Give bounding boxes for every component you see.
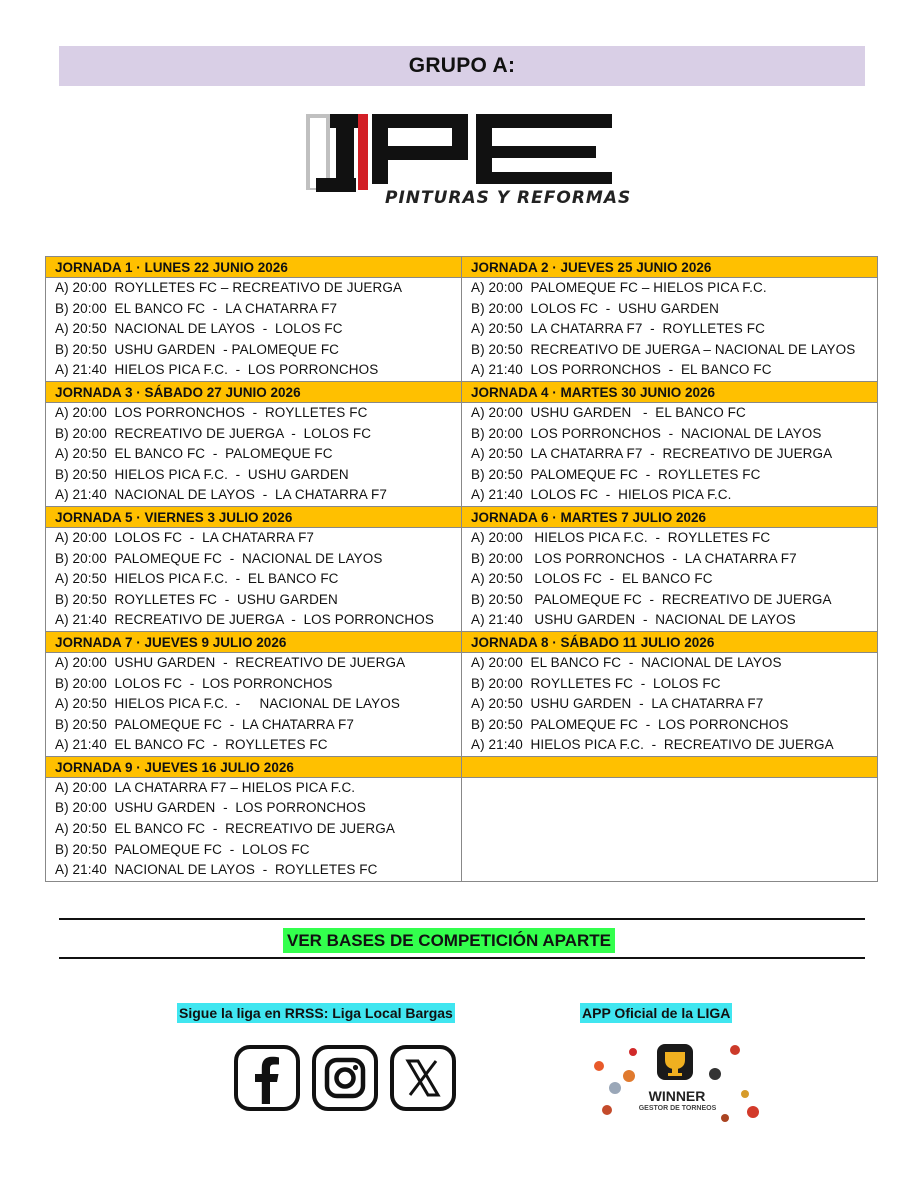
match-line: A) 20:00 LOLOS FC - LA CHATARRA F7	[55, 529, 315, 545]
match-line: B) 20:50 USHU GARDEN - PALOMEQUE FC	[55, 341, 340, 357]
jornada-cell	[46, 257, 462, 382]
winner-app-logo[interactable]	[585, 1030, 765, 1130]
match-line: A) 20:00 ROYLLETES FC – RECREATIVO DE JUERGA	[55, 280, 403, 295]
match-line: A) 21:40 LOLOS FC - HIELOS PICA F.C.	[471, 487, 732, 503]
jornada-header: JORNADA 9 · JUEVES 16 JULIO 2026	[46, 757, 461, 778]
facebook-icon[interactable]	[233, 1044, 301, 1112]
divider-bottom	[59, 957, 865, 959]
winner-app-name: WINNER	[648, 1088, 706, 1104]
bases-notice: VER BASES DE COMPETICIÓN APARTE	[283, 928, 615, 953]
app-label: APP Oficial de la LIGA	[582, 1005, 731, 1021]
jornada-cell	[462, 631, 878, 756]
match-line: A) 21:40 RECREATIVO DE JUERGA - LOS PORRONCHOS	[55, 612, 434, 628]
match-line: B) 20:00 RECREATIVO DE JUERGA - LOLOS FC	[55, 425, 372, 441]
logo-subtitle: PINTURAS Y REFORMAS	[385, 188, 632, 208]
match-line: B) 20:00 LOLOS FC - USHU GARDEN	[471, 300, 719, 316]
match-line: A) 20:50 EL BANCO FC - RECREATIVO DE JUERGA	[55, 821, 395, 837]
schedule-row	[46, 631, 878, 756]
match-line: A) 20:50 LA CHATARRA F7 - RECREATIVO DE JUERGA	[471, 446, 833, 462]
group-title: GRUPO A:	[59, 46, 865, 86]
match-line: A) 20:50 USHU GARDEN - LA CHATARRA F7	[471, 696, 764, 712]
match-line: B) 20:50 HIELOS PICA F.C. - USHU GARDEN	[55, 466, 349, 482]
match-line: A) 21:40 HIELOS PICA F.C. - RECREATIVO DE JUERGA	[471, 737, 834, 753]
match-line: B) 20:00 USHU GARDEN - LOS PORRONCHOS	[55, 800, 366, 816]
match-line: B) 20:50 PALOMEQUE FC - LOS PORRONCHOS	[471, 716, 789, 732]
schedule-row	[46, 257, 878, 382]
empty-header	[462, 757, 877, 778]
match-line: A) 20:50 HIELOS PICA F.C. - NACIONAL DE LAYOS	[55, 696, 400, 712]
match-line: B) 20:50 RECREATIVO DE JUERGA – NACIONAL DE LAYOS	[471, 341, 856, 357]
schedule-row	[46, 506, 878, 631]
match-line: A) 21:40 NACIONAL DE LAYOS - LA CHATARRA F7	[55, 487, 387, 503]
jornada-cell	[462, 506, 878, 631]
match-line: A) 20:50 LA CHATARRA F7 - ROYLLETES FC	[471, 321, 765, 337]
jornada-cell	[46, 631, 462, 756]
match-line: A) 20:00 USHU GARDEN - EL BANCO FC	[471, 404, 746, 420]
match-line: A) 20:50 EL BANCO FC - PALOMEQUE FC	[55, 446, 333, 462]
schedule-table	[45, 256, 878, 882]
match-line: B) 20:50 PALOMEQUE FC - LOLOS FC	[55, 841, 310, 857]
match-line: A) 20:00 USHU GARDEN - RECREATIVO DE JUERGA	[55, 654, 406, 670]
winner-app-subtitle: GESTOR DE TORNEOS	[638, 1105, 717, 1112]
match-line: B) 20:50 PALOMEQUE FC - RECREATIVO DE JUERGA	[471, 591, 832, 607]
jornada-header: JORNADA 2 · JUEVES 25 JUNIO 2026	[462, 257, 877, 278]
match-line: B) 20:00 ROYLLETES FC - LOLOS FC	[471, 675, 721, 691]
instagram-icon[interactable]	[311, 1044, 379, 1112]
jornada-header: JORNADA 3 · SÁBADO 27 JUNIO 2026	[46, 382, 461, 403]
jornada-cell	[46, 506, 462, 631]
match-line: A) 20:00 LOS PORRONCHOS - ROYLLETES FC	[55, 404, 368, 420]
match-line: B) 20:00 PALOMEQUE FC - NACIONAL DE LAYOS	[55, 550, 383, 566]
jornada-header: JORNADA 1 · LUNES 22 JUNIO 2026	[46, 257, 461, 278]
schedule-row	[46, 381, 878, 506]
jornada-header: JORNADA 8 · SÁBADO 11 JULIO 2026	[462, 632, 877, 653]
match-line: B) 20:50 ROYLLETES FC - USHU GARDEN	[55, 591, 338, 607]
x-icon[interactable]	[389, 1044, 457, 1112]
match-line: A) 21:40 USHU GARDEN - NACIONAL DE LAYOS	[471, 612, 796, 628]
jornada-cell	[462, 381, 878, 506]
jornada-cell	[46, 381, 462, 506]
match-line: A) 20:50 HIELOS PICA F.C. - EL BANCO FC	[55, 571, 339, 587]
match-line: A) 21:40 NACIONAL DE LAYOS - ROYLLETES FC	[55, 862, 378, 878]
match-line: A) 20:50 LOLOS FC - EL BANCO FC	[471, 571, 713, 587]
match-line: A) 20:00 EL BANCO FC - NACIONAL DE LAYOS	[471, 654, 782, 670]
match-line: A) 20:00 HIELOS PICA F.C. - ROYLLETES FC	[471, 529, 771, 545]
match-line: A) 21:40 LOS PORRONCHOS - EL BANCO FC	[471, 362, 772, 378]
jornada-header: JORNADA 6 · MARTES 7 JULIO 2026	[462, 507, 877, 528]
jornada-header: JORNADA 4 · MARTES 30 JUNIO 2026	[462, 382, 877, 403]
schedule-row	[46, 756, 878, 881]
empty-cell	[462, 756, 878, 881]
match-line: A) 21:40 HIELOS PICA F.C. - LOS PORRONCHOS	[55, 362, 379, 378]
jornada-header: JORNADA 5 · VIERNES 3 JULIO 2026	[46, 507, 461, 528]
jornada-cell	[462, 257, 878, 382]
divider-top	[59, 918, 865, 920]
jornada-cell	[46, 756, 462, 881]
match-line: B) 20:00 LOS PORRONCHOS - NACIONAL DE LAYOS	[471, 425, 822, 441]
rrss-label: Sigue la liga en RRSS: Liga Local Bargas	[179, 1005, 453, 1021]
match-line: B) 20:50 PALOMEQUE FC - ROYLLETES FC	[471, 466, 761, 482]
match-line: A) 21:40 EL BANCO FC - ROYLLETES FC	[55, 737, 328, 753]
match-line: B) 20:00 EL BANCO FC - LA CHATARRA F7	[55, 300, 338, 316]
jornada-header: JORNADA 7 · JUEVES 9 JULIO 2026	[46, 632, 461, 653]
match-line: A) 20:50 NACIONAL DE LAYOS - LOLOS FC	[55, 321, 343, 337]
match-line: A) 20:00 LA CHATARRA F7 – HIELOS PICA F.C.	[55, 779, 356, 795]
match-line: A) 20:00 PALOMEQUE FC – HIELOS PICA F.C.	[471, 280, 767, 295]
match-line: B) 20:50 PALOMEQUE FC - LA CHATARRA F7	[55, 716, 354, 732]
match-line: B) 20:00 LOS PORRONCHOS - LA CHATARRA F7	[471, 550, 797, 566]
match-line: B) 20:00 LOLOS FC - LOS PORRONCHOS	[55, 675, 333, 691]
